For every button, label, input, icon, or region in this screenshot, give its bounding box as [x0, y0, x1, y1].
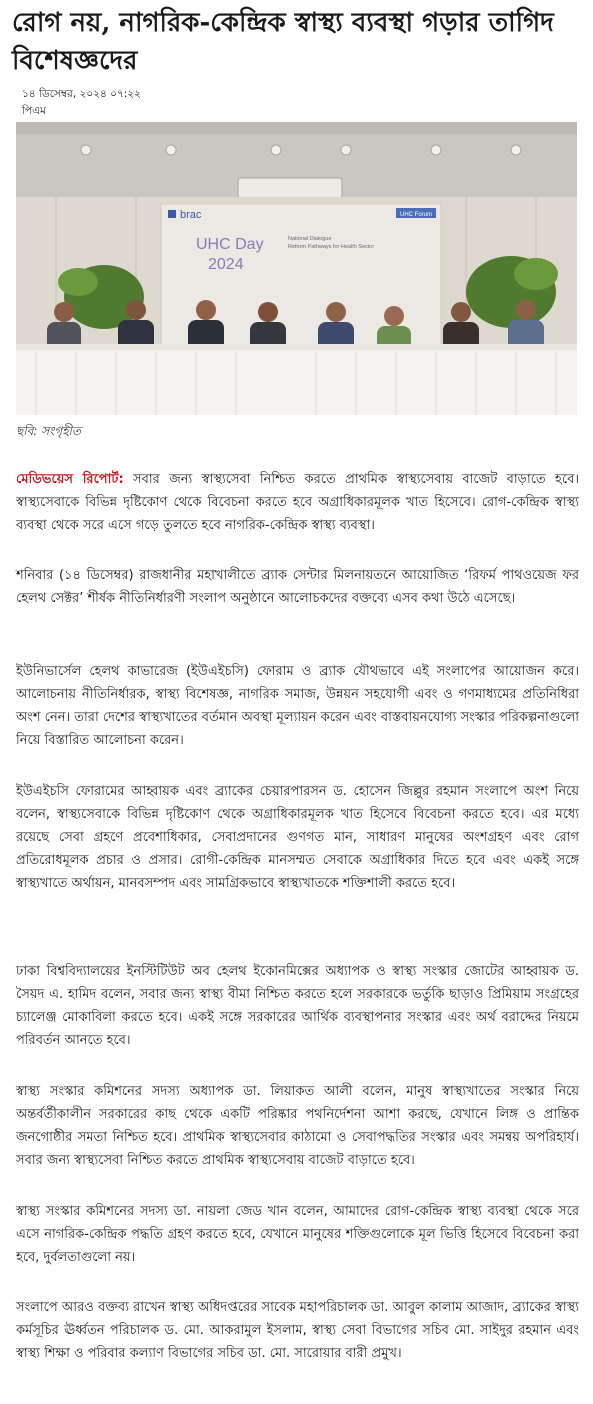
publish-time-suffix: পিএম — [22, 105, 46, 117]
paragraph-6: স্বাস্থ্য সংস্কার কমিশনের সদস্য ডা. নায়লা জেড খান বলেন, আমাদের রোগ-কেন্দ্রিক স্বাস্থ্য ব্যবস্থা থেকে সরে এসে নাগরিক-কেন্দ্রিক পদ্ধতি গ্রহণ করতে হবে, যেখানে মানুষের শক্তিগুলোকে মূল ভিত্তি হিসেবে বিবেচনা করা হবে, দুর্বলতাগুলো নয়। — [16, 1204, 579, 1265]
lead-paragraph — [16, 468, 579, 537]
banner-subtitle-1: National Dialogue — [288, 236, 332, 242]
paragraph-7: সংলাপে আরও বক্তব্য রাখেন স্বাস্থ্য অধিদপ্তরের সাবেক মহাপরিচালক ডা. আবুল কালাম আজাদ, ব্র্যাকের স্বাস্থ্য কর্মসূচির ঊর্ধ্বতন পরিচালক ড. মো. আকরামুল ইসলাম, স্বাস্থ্য সেবা বিভাগের সচিব মো. সাইদুর রহমান এবং স্বাস্থ্য শিক্ষা ও পরিবার কল্যাণ বিভাগের সচিব ডা. মো. সারোয়ার বারী প্রমুখ। — [16, 1300, 579, 1361]
reporter-label: মেডিভয়েস রিপোর্ট: — [16, 472, 124, 487]
article-meta — [22, 86, 141, 120]
paragraph-5: স্বাস্থ্য সংস্কার কমিশনের সদস্য অধ্যাপক ডা. লিয়াকত আলী বলেন, মানুষ স্বাস্থ্যখাতের সংস্কার নিয়ে অন্তর্বর্তীকালীন সরকারের কাছ থেকে একটি পরিষ্কার পথনির্দেশনা আশা করছে, যেখানে লিঙ্গ ও প্রান্তিক জনগোষ্ঠীর সমতা নিশ্চিত হবে। প্রাথমিক স্বাস্থ্যসেবার কাঠামো ও সেবাপদ্ধতির সংস্কার এবং সমন্বয় অপরিহার্য। সবার জন্য স্বাস্থ্যসেবা নিশ্চিত করতে প্রাথমিক স্বাস্থ্যসেবায় বাজেট বাড়াতে হবে। — [16, 1084, 579, 1168]
paragraph-1: শনিবার (১৪ ডিসেম্বর) রাজধানীর মহাখালীতে ব্র্যাক সেন্টার মিলনায়তনে আয়োজিত ‘রিফর্ম পাথওয়েজ ফর হেলথ সেক্টর’ শীর্ষক নীতিনির্ধারণী সংলাপ অনুষ্ঠানে আলোচকদের বক্তব্যে এসব কথা উঠে এসেছে। — [16, 568, 579, 606]
banner-subtitle-2: Reform Pathways for Health Sector — [288, 244, 375, 250]
banner-title-line2: 2024 — [208, 256, 244, 273]
paragraph-3: ইউএইচসি ফোরামের আহ্বায়ক এবং ব্র্যাকের চেয়ারপারসন ড. হোসেন জিল্লুর রহমান সংলাপে অংশ নিয়ে বলেন, স্বাস্থ্যসেবাকে বিভিন্ন দৃষ্টিকোণ থেকে অগ্রাধিকারমূলক খাত হিসেবে বিবেচনা করতে হবে। এর মধ্যে রয়েছে সেবা গ্রহণে প্রবেশাধিকার, সেবাপ্রদানের গুণগত মান, সাধারণ মানুষের অংশগ্রহণ এবং রোগ প্রতিরোধমূলক প্রচার ও প্রসার। রোগী-কেন্দ্রিক মানসম্মত সেবাকে অগ্রাধিকার দিতে হবে এবং একই সঙ্গে স্বাস্থ্যখাতে অর্থায়ন, মানবসম্পদ এবং সামগ্রিকভাবে স্বাস্থ্যখাতকে শক্তিশালী করতে হবে। — [16, 784, 579, 891]
paragraph-4: ঢাকা বিশ্ববিদ্যালয়ের ইনস্টিটিউট অব হেলথ ইকোনমিক্সের অধ্যাপক ও স্বাস্থ্য সংস্কার জোটের আহ্বায়ক ড. সৈয়দ এ. হামিদ বলেন, সবার জন্য স্বাস্থ্য বীমা নিশ্চিত করতে হলে সরকারকে ভর্তুকি ছাড়াও প্রিমিয়াম সংগ্রহের চ্যালেঞ্জ মোকাবিলা করতে হবে। একই সঙ্গে সরকারের আর্থিক ব্যবস্থাপনার সংস্কার এবং অর্থ বরাদ্দের নিয়মে পরিবর্তন আনতে হবে। — [16, 964, 579, 1048]
banner-title-line1: UHC Day — [196, 236, 264, 253]
banner-badge: UHC Forum — [400, 212, 433, 218]
paragraph-2: ইউনিভার্সেল হেলথ কাভারেজ (ইউএইচসি) ফোরাম ও ব্র্যাক যৌথভাবে এই সংলাপের আয়োজন করে। আলোচনায় নীতিনির্ধারক, স্বাস্থ্য বিশেষজ্ঞ, নাগরিক সমাজ, উন্নয়ন সহযোগী এবং ও গণমাধ্যমের প্রতিনিধিরা অংশ নেন। তারা দেশের স্বাস্থ্যখাতের বর্তমান অবস্থা মূল্যায়ন করেন এবং বাস্তবায়নযোগ্য সংস্কার পরিকল্পনাগুলো নিয়ে বিস্তারিত আলোচনা করেন। — [16, 664, 579, 748]
event-photo-illustration — [16, 122, 577, 415]
lead-text: সবার জন্য স্বাস্থ্যসেবা নিশ্চিত করতে প্রাথমিক স্বাস্থ্যসেবায় বাজেট বাড়াতে হবে। স্বাস্থ্যসেবাকে বিভিন্ন দৃষ্টিকোণ থেকে বিবেচনা করতে হবে অগ্রাধিকারমূলক খাত হিসেবে। রোগ-কেন্দ্রিক স্বাস্থ্য ব্যবস্থা থেকে সরে এসে গড়ে তুলতে হবে নাগরিক-কেন্দ্রিক স্বাস্থ্য ব্যবস্থা। — [16, 472, 579, 533]
article-photo — [16, 122, 577, 415]
photo-caption: ছবি: সংগৃহীত — [16, 424, 81, 438]
publish-date: ১৪ ডিসেম্বর, ২০২৪ ০৭:২২ — [22, 88, 141, 100]
banner-logo: brac — [180, 209, 202, 221]
article-headline: রোগ নয়, নাগরিক-কেন্দ্রিক স্বাস্থ্য ব্যবস্থা গড়ার তাগিদ বিশেষজ্ঞদের — [12, 8, 554, 76]
